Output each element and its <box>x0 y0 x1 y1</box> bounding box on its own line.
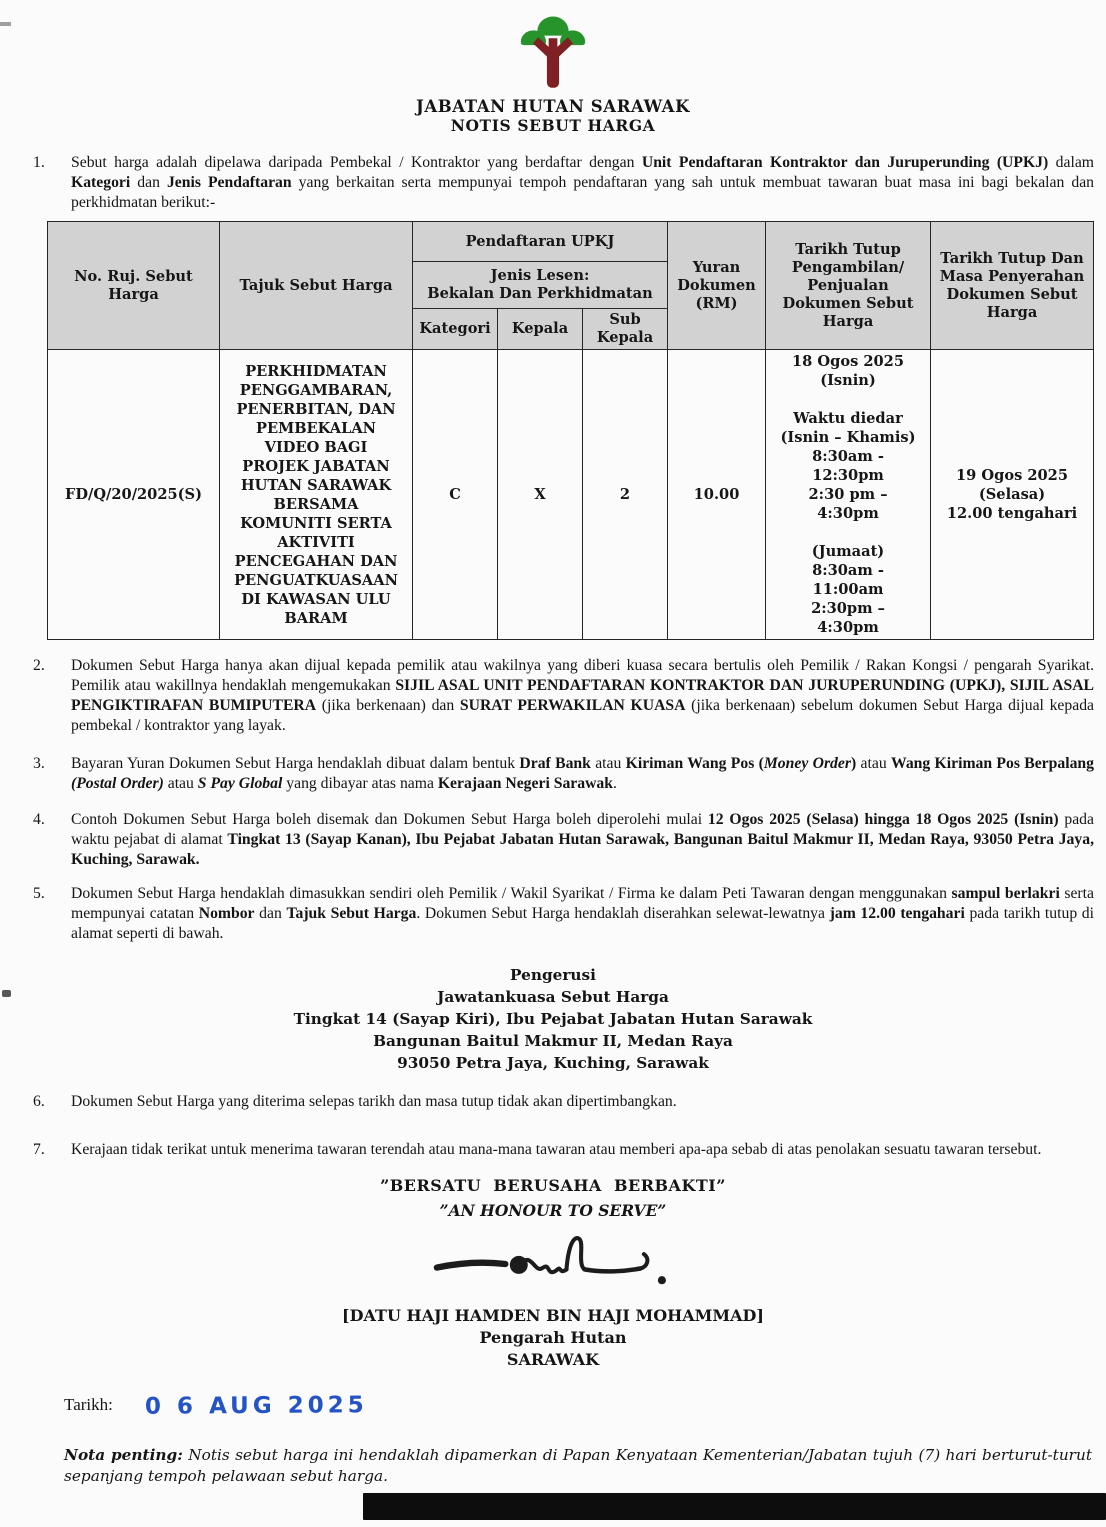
para-1 <box>33 153 1094 213</box>
doc-title: NOTIS SEBUT HARGA <box>450 116 656 135</box>
document-header <box>0 0 1106 135</box>
col-header-kepala: Kepala <box>498 309 583 350</box>
cell-kategori: C <box>413 350 498 640</box>
para-5 <box>33 884 1094 944</box>
cell-sub-kepala: 2 <box>583 350 668 640</box>
para-3 <box>33 754 1094 794</box>
col-header-yuran: Yuran Dokumen (RM) <box>668 222 766 350</box>
col-header-tarikh-serah: Tarikh Tutup Dan Masa Penyerahan Dokumen Sebut Harga <box>931 222 1094 350</box>
scan-artifact-speck <box>0 22 11 26</box>
scan-artifact-speck <box>2 990 11 997</box>
org-name: JABATAN HUTAN SARAWAK <box>415 97 691 116</box>
col-header-ref: No. Ruj. Sebut Harga <box>48 222 220 350</box>
col-header-title: Tajuk Sebut Harga <box>220 222 413 350</box>
para-7-text: Kerajaan tidak terikat untuk menerima tawaran terendah atau mana-mana tawaran atau memberi apa-apa sebab di atas penolakan sesuatu tawaran tersebut. <box>71 1141 1042 1158</box>
cell-kepala: X <box>498 350 583 640</box>
tender-table <box>47 221 1094 640</box>
scan-artifact-bar <box>363 1493 1106 1520</box>
para-4-number: 4. <box>33 811 45 828</box>
signature-block <box>0 1228 1106 1371</box>
col-header-tarikh-jual: Tarikh Tutup Pengambilan/ Penjualan Dokumen Sebut Harga <box>766 222 931 350</box>
para-1-number: 1. <box>33 154 45 171</box>
cell-yuran: 10.00 <box>668 350 766 640</box>
para-2-number: 2. <box>33 657 45 674</box>
para-6-text: Dokumen Sebut Harga yang diterima selepas tarikh dan masa tutup tidak akan dipertimbangkan. <box>71 1093 677 1110</box>
signatory-region: SARAWAK <box>506 1350 600 1369</box>
footer-note: Nota penting: Notis sebut harga ini hendaklah dipamerkan di Papan Kenyataan Kementerian/Jabatan tujuh (7) hari berturut-turut sepanjang tempoh pelawaan sebut harga. <box>64 1446 1092 1485</box>
para-7-number: 7. <box>33 1141 45 1158</box>
date-line <box>64 1393 1106 1419</box>
date-stamp: 0 6 AUG 2025 <box>145 1392 368 1420</box>
para-1-text: Sebut harga adalah dipelawa daripada Pembekal / Kontraktor yang berdaftar dengan Unit Pendaftaran Kontraktor dan Juruperunding (UPKJ) dalam Kategori dan Jenis Pendaftaran yang berkaitan serta mempunyai tempoh pendaftaran yang sah untuk membuat tawaran buat masa ini bagi bekalan dan perkhidmatan berikut:- <box>71 154 1095 211</box>
para-2 <box>33 656 1094 736</box>
para-2-text: Dokumen Sebut Harga hanya akan dijual kepada pemilik atau wakilnya yang diberi kuasa secara bertulis oleh Pemilik / Rakan Kongsi / pengarah Syarikat. Pemilik atau wakillnya hendaklah mengemukakan SIJIL ASAL UNIT PENDAFTARAN KONTRAKTOR DAN JURUPERUNDING (UPKJ), SIJIL ASAL PENGIKTIRAFAN BUMIPUTERA (jika berkenaan) dan SURAT PERWAKILAN KUASA (jika berkenaan) sebelum dokumen Sebut Harga dijual kepada pembekal / kontraktor yang layak. <box>71 657 1095 734</box>
cell-tender-title: PERKHIDMATAN PENGGAMBARAN, PENERBITAN, DAN PEMBEKALAN VIDEO BAGI PROJEK JABATAN HUTAN SARAWAK BERSAMA KOMUNITI SERTA AKTIVITI PENCEGAHAN DAN PENGUATKUASAAN DI KAWASAN ULU BARAM <box>220 350 413 640</box>
cell-tarikh-jual: 18 Ogos 2025 (Isnin) Waktu diedar (Isnin – Khamis) 8:30am - 12:30pm 2:30 pm – 4:30pm (Jumaat) 8:30am - 11:00am 2:30pm – 4:30pm <box>766 350 931 640</box>
motto-line-2: ”AN HONOUR TO SERVE” <box>439 1201 667 1220</box>
para-7 <box>33 1140 1094 1160</box>
signatory-name: [DATU HAJI HAMDEN BIN HAJI MOHAMMAD] <box>342 1306 764 1325</box>
col-header-kategori: Kategori <box>413 309 498 350</box>
cell-ref-number: FD/Q/20/2025(S) <box>48 350 220 640</box>
address-block: Pengerusi Jawatankuasa Sebut Harga Tingkat 14 (Sayap Kiri), Ibu Pejabat Jabatan Hutan Sarawak Bangunan Baitul Makmur II, Medan Raya 93050 Petra Jaya, Kuching, Sarawak <box>293 966 813 1072</box>
para-6 <box>33 1092 1094 1112</box>
col-header-upkj: Pendaftaran UPKJ <box>413 222 668 262</box>
col-header-sub-kepala: Sub Kepala <box>583 309 668 350</box>
para-4-text: Contoh Dokumen Sebut Harga boleh disemak dan Dokumen Sebut Harga boleh diperolehi mulai 12 Ogos 2025 (Selasa) hingga 18 Ogos 2025 (Isnin) pada waktu pejabat di alamat Tingkat 13 (Sayap Kanan), Ibu Pejabat Jabatan Hutan Sarawak, Bangunan Baitul Makmur II, Medan Raya, 93050 Petra Jaya, Kuching, Sarawak. <box>71 811 1095 868</box>
forestry-tree-logo-icon <box>514 13 592 93</box>
para-3-number: 3. <box>33 755 45 772</box>
col-header-jenis-lesen: Jenis Lesen: Bekalan Dan Perkhidmatan <box>413 262 668 309</box>
table-row <box>48 350 1094 640</box>
motto-line-1: ”BERSATU BERUSAHA BERBAKTI” <box>380 1176 726 1195</box>
date-label: Tarikh: <box>64 1395 113 1414</box>
para-5-number: 5. <box>33 885 45 902</box>
cell-tarikh-serah: 19 Ogos 2025 (Selasa) 12.00 tengahari <box>931 350 1094 640</box>
para-6-number: 6. <box>33 1093 45 1110</box>
para-3-text: Bayaran Yuran Dokumen Sebut Harga hendaklah dibuat dalam bentuk Draf Bank atau Kiriman Wang Pos (Money Order) atau Wang Kiriman Pos Berpalang (Postal Order) atau S Pay Global yang dibayar atas nama Kerajaan Negeri Sarawak. <box>71 755 1094 792</box>
handwritten-signature-image <box>413 1228 693 1300</box>
para-5-text: Dokumen Sebut Harga hendaklah dimasukkan sendiri oleh Pemilik / Wakil Syarikat / Firma ke dalam Peti Tawaran dengan menggunakan sampul berlakri serta mempunyai catatan Nombor dan Tajuk Sebut Harga. Dokumen Sebut Harga hendaklah diserahkan selewat-lewatnya jam 12.00 tengahari pada tarikh tutup di alamat seperti di bawah. <box>71 885 1094 942</box>
signatory-title: Pengarah Hutan <box>479 1328 627 1347</box>
para-4 <box>33 810 1094 870</box>
